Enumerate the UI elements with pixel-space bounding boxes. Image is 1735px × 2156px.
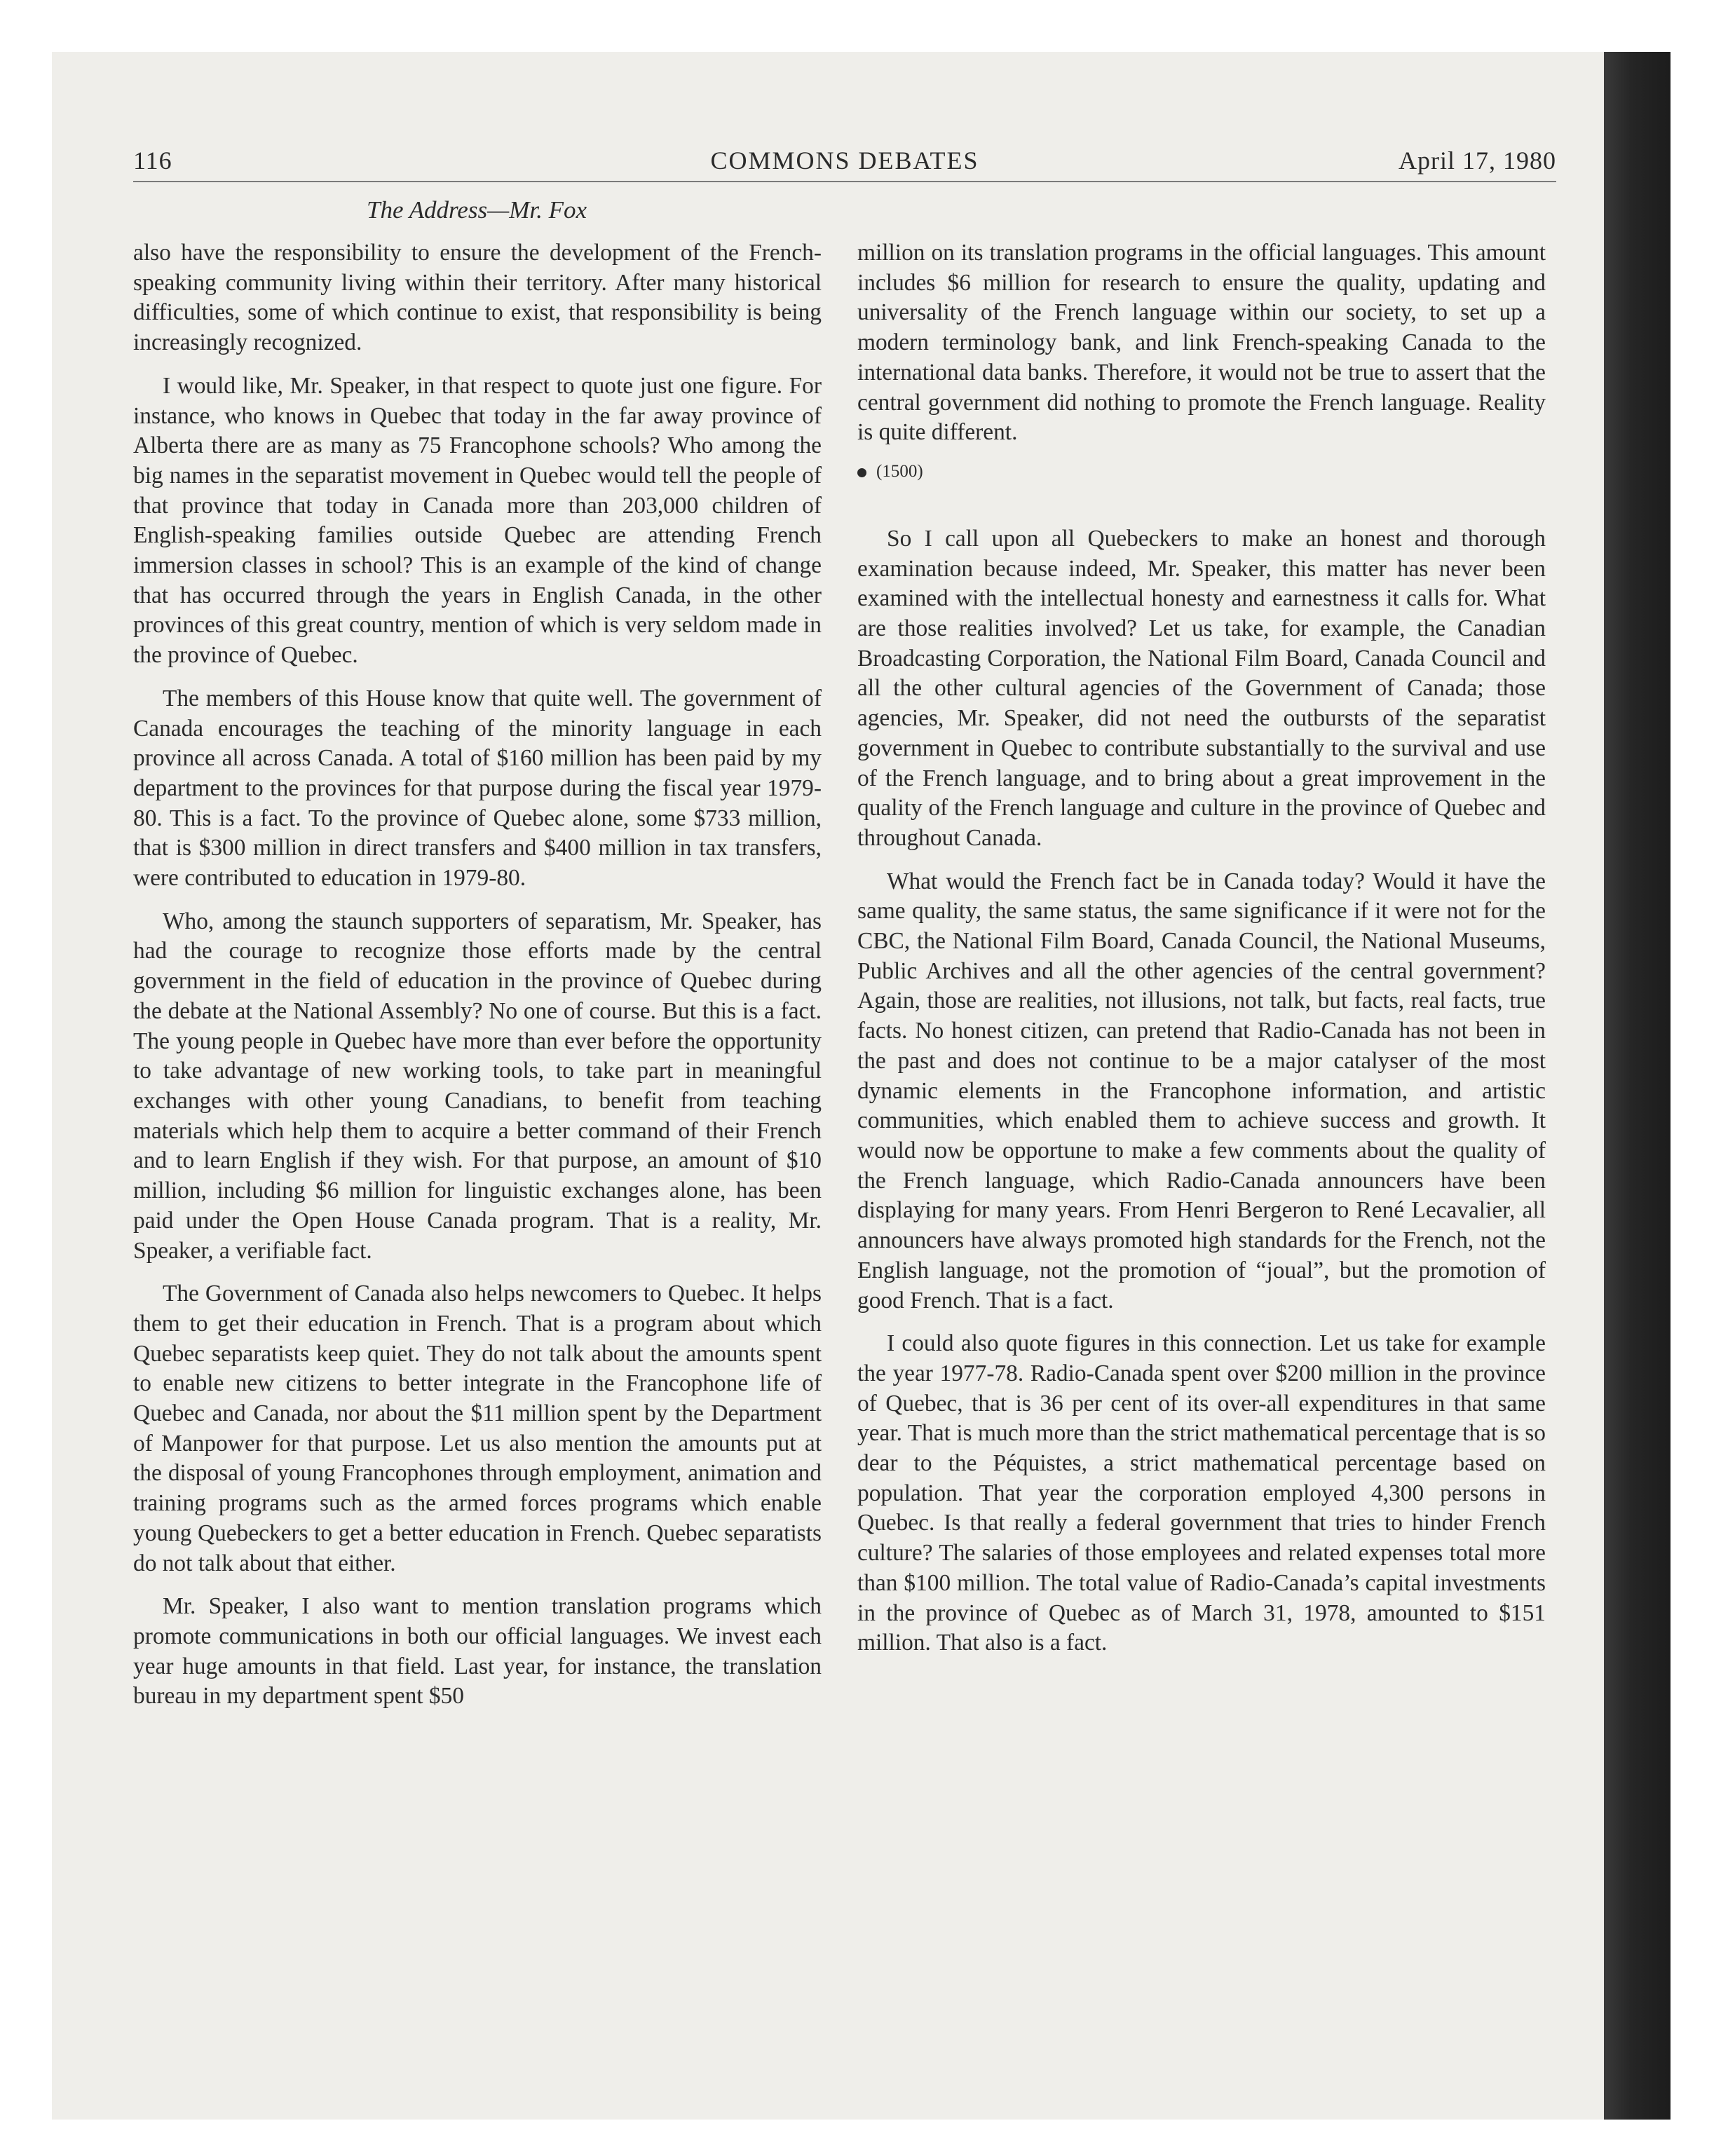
paragraph: million on its translation programs in the official languages. This amount includes $6 million for research to ensure the quality, updating and universality of the French language within our society, to set up a modern terminology bank, and link French-speaking Canada to the international data banks. Therefore, it would not be true to assert that the central government did nothing to promote the French language. Reality is quite different.: [857, 240, 1546, 446]
time-marker: [857, 461, 1546, 482]
left-column: [133, 238, 822, 1725]
page-binding-edge: [1604, 52, 1671, 2120]
paragraph: I would like, Mr. Speaker, in that respect to quote just one figure. For instance, who knows in Quebec that today in the far away province of Alberta there are as many as 75 Francophone schools? Who among the big names in the separatist movement in Quebec would tell the people of that province that today in Canada more than 203,000 children of English-speaking families outside Quebec are attending French immersion classes in school? This is an example of the kind of change that has occurred through the years in English Canada, in the other provinces of this great country, mention of which is very seldom made in the province of Quebec.: [133, 372, 822, 669]
paragraph: Mr. Speaker, I also want to mention translation programs which promote communications in both our official languages. We invest each year huge amounts in that field. Last year, for instance, the translation bureau in my department spent $50: [133, 1593, 822, 1710]
paragraph: What would the French fact be in Canada today? Would it have the same quality, the same status, the same significance if it were not for the CBC, the National Film Board, Canada Council, the National Museums, Public Archives and all the other agencies of the central government? Again, those are realities, not illusions, not talk, but facts, real facts, true facts. No honest citizen, can pretend that Radio-Canada has not been in the past and does not continue to be a major catalyser of the most dynamic elements in the Francophone information, and artistic communities, which enabled them to achieve success and growth. It would now be opportune to make a few comments about the quality of the French language, which Radio-Canada announcers have been displaying for many years. From Henri Bergeron to René Lecavalier, all announcers have always promoted high standards for the French, not the English language, not the promotion of “joual”, but the promotion of good French. That is a fact.: [857, 868, 1546, 1314]
right-column: [857, 238, 1546, 1672]
page-number: 116: [133, 146, 172, 175]
paragraph: The members of this House know that quite well. The government of Canada encourages the teaching of the minority language in each province all across Canada. A total of $160 million has been paid by my department to the provinces for that purpose during the fiscal year 1979-80. This is a fact. To the province of Quebec alone, some $733 million, that is $300 million in direct transfers and $400 million in tax transfers, were contributed to education in 1979-80.: [133, 685, 822, 892]
paragraph: also have the responsibility to ensure the development of the French-speaking community living within their territory. After many historical difficulties, some of which continue to exist, that responsibility is being increasingly recognized.: [133, 240, 822, 356]
paragraph: Who, among the staunch supporters of separatism, Mr. Speaker, has had the courage to recognize those efforts made by the central government in the field of education in the province of Quebec during the debate at the National Assembly? No one of course. But this is a fact. The young people in Quebec have more than ever before the opportunity to take advantage of new working tools, to take part in meaningful exchanges with other young Canadians, to benefit from teaching materials which help them to acquire a better command of their French and to learn English if they wish. For that purpose, an amount of $10 million, including $6 million for linguistic exchanges alone, has been paid under the Open House Canada program. That is a reality, Mr. Speaker, a verifiable fact.: [133, 908, 822, 1264]
section-subheading: The Address—Mr. Fox: [366, 196, 587, 224]
paragraph: So I call upon all Quebeckers to make an honest and thorough examination because indeed, Mr. Speaker, this matter has never been examined with the intellectual honesty and earnestness it calls for. What are those realities involved? Let us take, for example, the Canadian Broadcasting Corporation, the National Film Board, Canada Council and all the other cultural agencies of the Government of Canada; those agencies, Mr. Speaker, did not need the outbursts of the separatist government in Quebec to contribute substantially to the survival and use of the French language, and to bring about a great improvement in the quality of the French language and culture in the province of Quebec and throughout Canada.: [857, 525, 1546, 851]
paragraph: The Government of Canada also helps newcomers to Quebec. It helps them to get their education in French. That is a program about which Quebec separatists keep quiet. They do not talk about the amounts spent to enable new citizens to better integrate in the Francophone life of Quebec and Canada, nor about the $11 million spent by the Department of Manpower for that purpose. Let us also mention the amounts put at the disposal of young Francophones through employment, animation and training programs such as the armed forces programs which enable young Quebeckers to get a better education in French. Quebec separatists do not talk about that either.: [133, 1281, 822, 1576]
paragraph: I could also quote figures in this connection. Let us take for example the year 1977-78. Radio-Canada spent over $200 million in the province of Quebec, that is 36 per cent of its over-all expenditures in that same year. That is much more than the strict mathematical percentage that is so dear to the Péquistes, a strict mathematical percentage based on population. That year the corporation employed 4,300 persons in Quebec. Is that really a federal government that tries to hinder French culture? The salaries of those employees and related expenses total more than $100 million. The total value of Radio-Canada’s capital investments in the province of Quebec as of March 31, 1978, amounted to $151 million. That also is a fact.: [857, 1330, 1546, 1656]
publication-date: April 17, 1980: [1399, 146, 1556, 175]
time-marker-label: (1500): [876, 461, 923, 481]
bullet-dot-icon: [857, 468, 866, 477]
header-rule: [133, 181, 1556, 182]
publication-title: COMMONS DEBATES: [710, 146, 979, 175]
